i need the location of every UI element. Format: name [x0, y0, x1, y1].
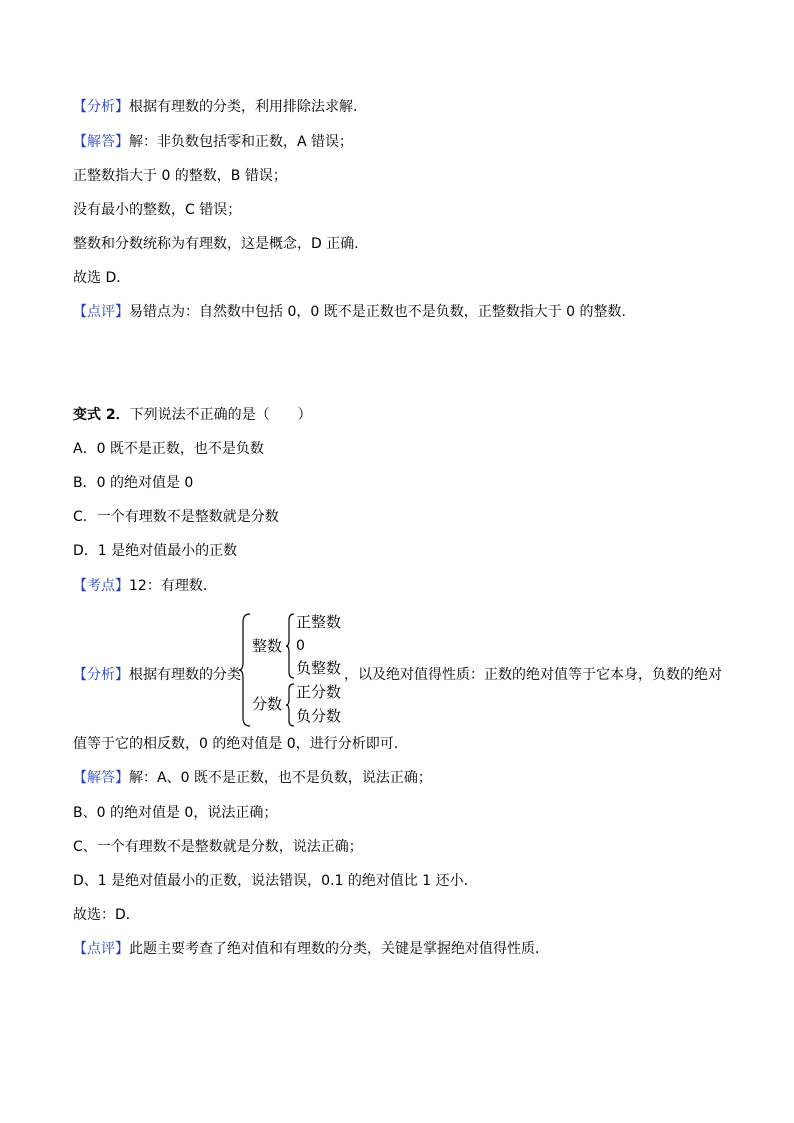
answer-line-c: 没有最小的整数，C 错误；	[73, 202, 242, 218]
answer2-line	[73, 768, 432, 788]
analysis2-lead	[73, 665, 241, 685]
option-d: D．1 是绝对值最小的正数	[73, 543, 238, 559]
integer-brace	[285, 612, 295, 680]
analysis2-line2: 值等于它的相反数，0 的绝对值是 0，进行分析即可．	[73, 736, 408, 752]
answer2-line-b: B、0 的绝对值是 0，说法正确；	[73, 805, 278, 821]
fraction-label: 分数	[252, 695, 283, 713]
option-a: A．0 既不是正数，也不是负数	[73, 441, 264, 457]
option-b: B．0 的绝对值是 0	[73, 475, 194, 491]
option-c: C．一个有理数不是整数就是分数	[73, 509, 279, 525]
comment2-text: 此题主要考查了绝对值和有理数的分类，关键是掌握绝对值得性质．	[129, 941, 549, 957]
kaodian-text: 12：有理数．	[129, 578, 217, 594]
outer-brace	[238, 612, 252, 728]
answer2-line-d: D、1 是绝对值最小的正数，说法错误，0.1 的绝对值比 1 还小．	[73, 873, 478, 889]
answer-text: 解：非负数包括零和正数，A 错误；	[129, 134, 354, 150]
comment-tag: 【点评】	[73, 304, 129, 320]
answer2-line-c: C、一个有理数不是整数就是分数，说法正确；	[73, 839, 363, 855]
tree-negative-integer: 负整数	[296, 659, 342, 677]
comment2-tag: 【点评】	[73, 941, 129, 957]
kaodian-line	[73, 576, 217, 596]
tree-positive-fraction: 正分数	[296, 683, 342, 701]
tree-negative-fraction: 负分数	[296, 707, 342, 725]
analysis2-after: ，以及绝对值得性质：正数的绝对值等于它本身，负数的绝对	[344, 667, 722, 683]
question-label: 变式 2．	[73, 407, 130, 423]
answer-tag: 【解答】	[73, 134, 129, 150]
analysis2-tag: 【分析】	[73, 667, 129, 683]
analysis-tag: 【分析】	[73, 99, 129, 115]
kaodian-tag: 【考点】	[73, 578, 129, 594]
question-text: 下列说法不正确的是（ ）	[129, 407, 312, 423]
answer-line-d: 整数和分数统称为有理数，这是概念，D 正确．	[73, 236, 369, 252]
answer2-text: 解：A、0 既不是正数，也不是负数，说法正确；	[129, 770, 432, 786]
question-line	[73, 405, 312, 425]
answer2-tag: 【解答】	[73, 770, 129, 786]
comment-text: 易错点为：自然数中包括 0，0 既不是正数也不是负数，正整数指大于 0 的整数．	[129, 304, 636, 320]
fraction-brace	[285, 682, 295, 728]
comment-line	[73, 302, 636, 322]
answer-line-b: 正整数指大于 0 的整数，B 错误；	[73, 168, 287, 184]
analysis-text: 根据有理数的分类，利用排除法求解．	[129, 99, 367, 115]
analysis2-lead-text: 根据有理数的分类	[129, 667, 241, 683]
answer2-conclusion: 故选：D．	[73, 907, 140, 923]
integer-label: 整数	[252, 637, 283, 655]
comment2-line	[73, 939, 549, 959]
tree-zero: 0	[296, 638, 305, 654]
tree-positive-integer: 正整数	[296, 613, 342, 631]
answer-conclusion: 故选 D．	[73, 270, 131, 286]
answer-line	[73, 132, 353, 152]
analysis-line	[73, 97, 367, 117]
